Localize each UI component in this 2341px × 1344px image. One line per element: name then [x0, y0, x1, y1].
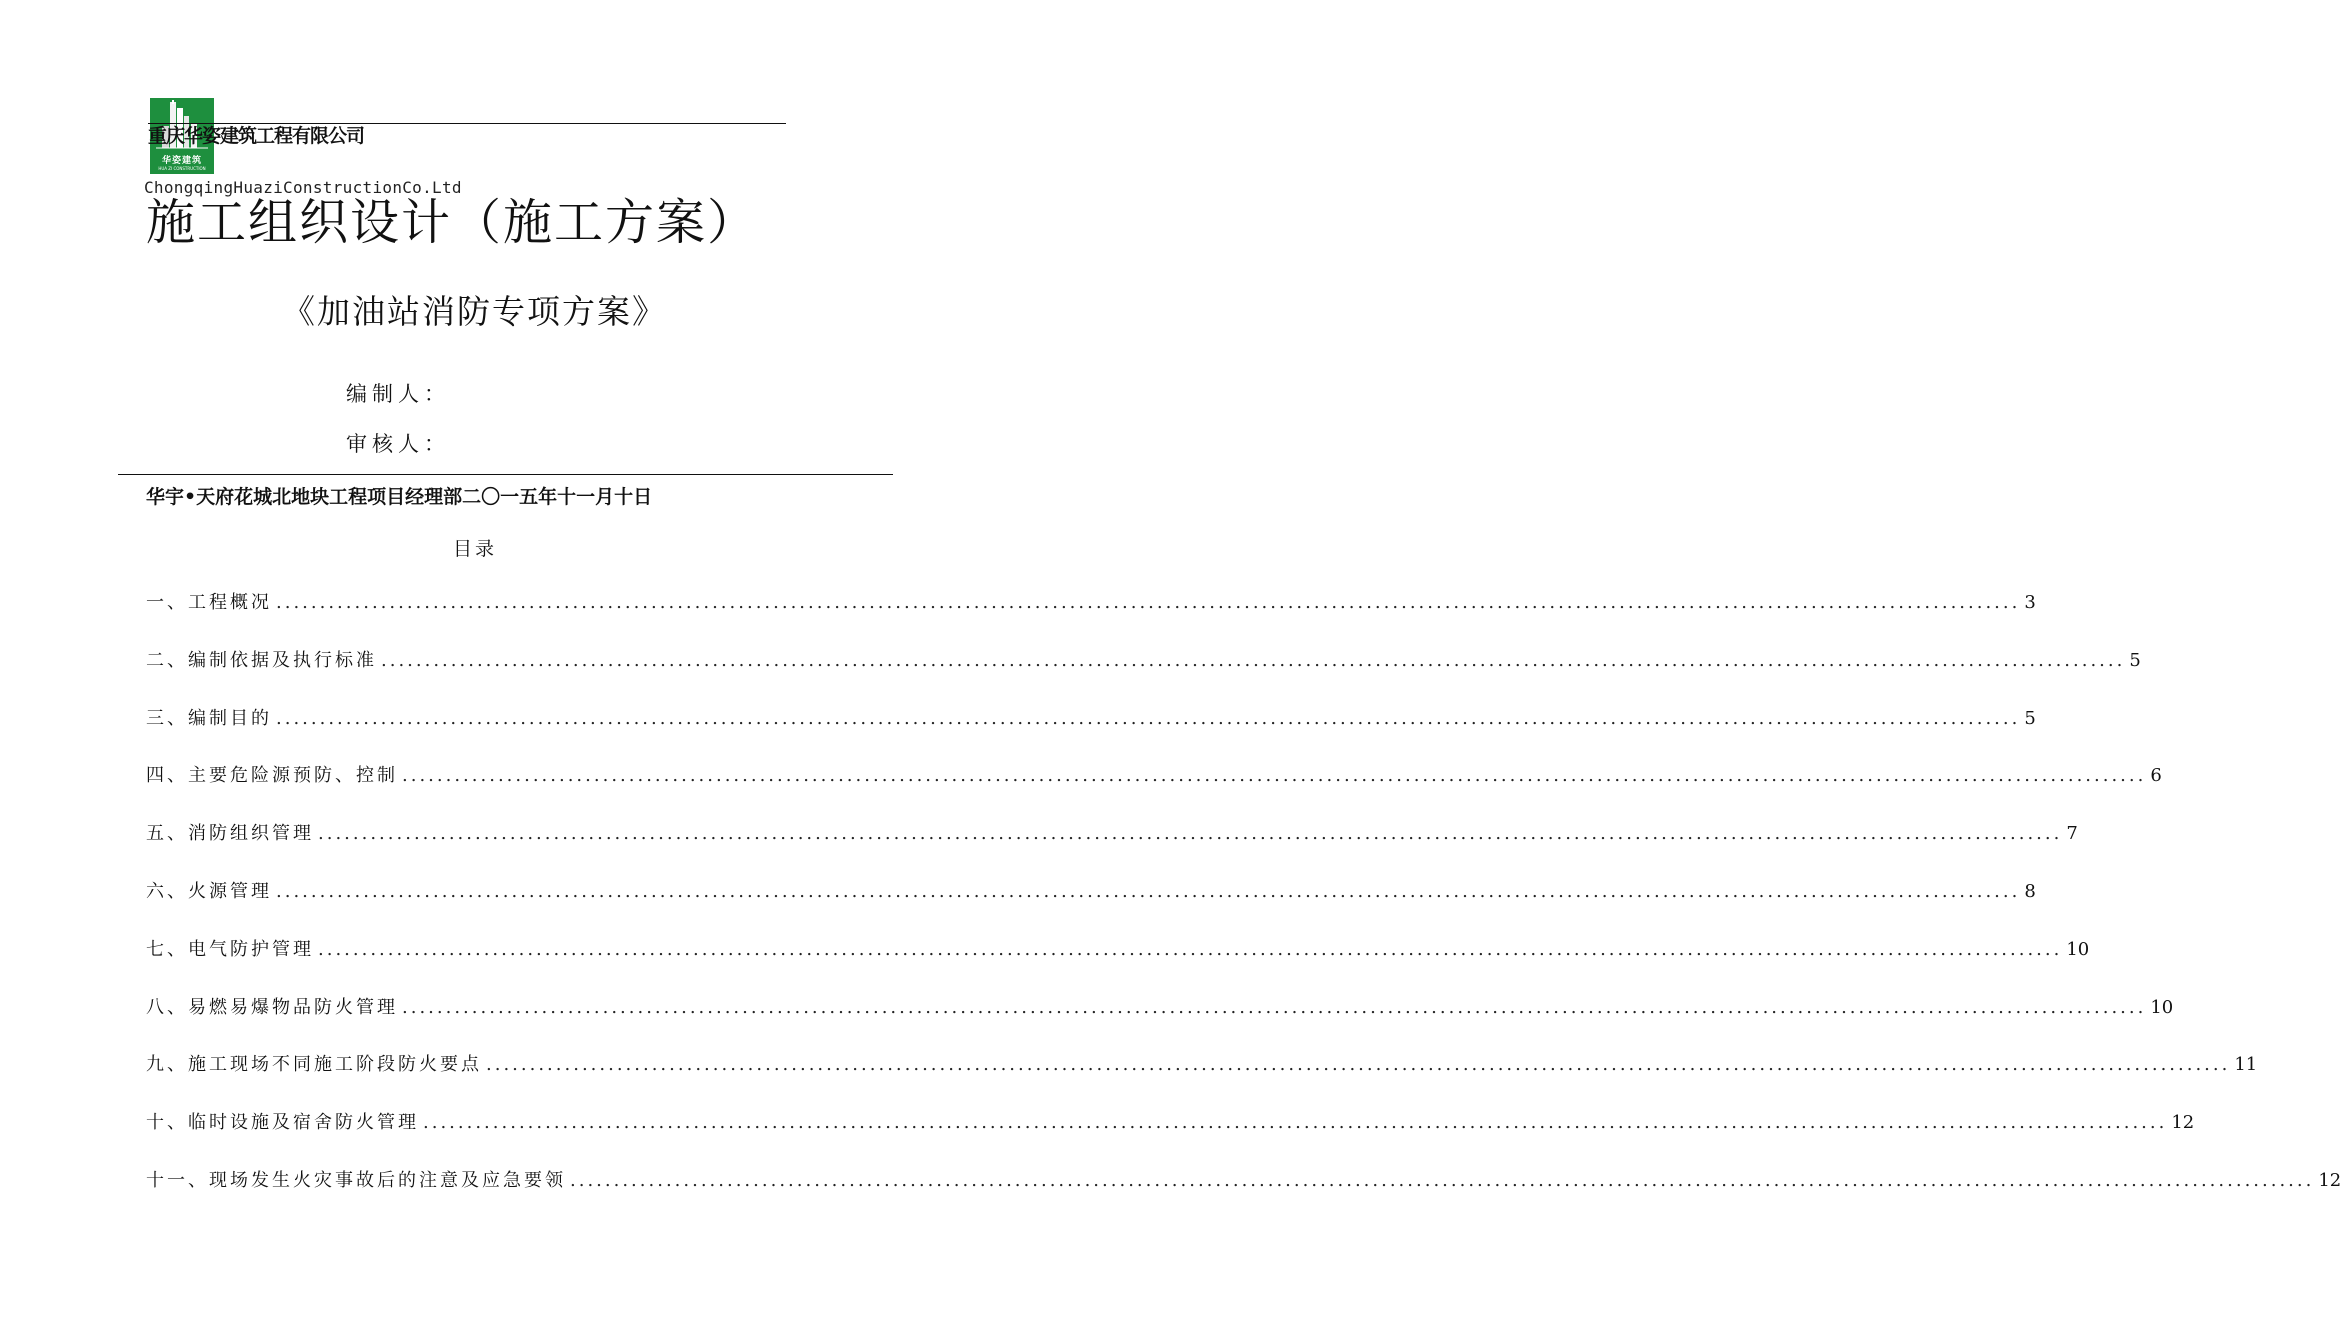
toc-entry-label: 一、工程概况 — [146, 592, 272, 613]
reviewer-label: 审核人： — [346, 432, 450, 456]
toc-entry-page: 7 — [2066, 823, 2078, 845]
document-subtitle: 《加油站消防专项方案》 — [282, 292, 667, 331]
department-date-line: 华宇•天府花城北地块工程项目经理部二〇一五年十一月十日 — [146, 486, 653, 508]
toc-entry-label: 六、火源管理 — [146, 880, 272, 902]
company-name-en: ChongqingHuaziConstructionCo.Ltd — [144, 178, 462, 197]
toc-entry[interactable] — [146, 761, 2162, 819]
toc-entry-label: 十一、现场发生火灾事故后的注意及应急要领 — [146, 1169, 566, 1191]
toc-entry-label: 五、消防组织管理 — [146, 823, 314, 845]
toc-entry-page: 10 — [2150, 996, 2174, 1018]
toc-leader-dots: ........................................................................................................................................................................................................ — [276, 707, 2021, 729]
toc-entry[interactable] — [146, 1166, 2341, 1224]
toc-leader-dots: ........................................................................................................................................................................................................ — [276, 592, 2021, 613]
toc-entry[interactable] — [146, 877, 2036, 935]
section-divider — [118, 474, 893, 475]
toc-leader-dots: ........................................................................................................................................................................................................ — [402, 765, 2147, 787]
toc-entry[interactable] — [146, 1050, 2258, 1108]
toc-leader-dots: ........................................................................................................................................................................................................ — [570, 1169, 2315, 1191]
toc-entry[interactable] — [146, 646, 2141, 704]
logo-text-en: HUA ZI CONSTRUCTION — [158, 166, 206, 171]
toc-entry[interactable] — [146, 1108, 2195, 1166]
toc-leader-dots: ........................................................................................................................................................................................................ — [486, 1054, 2231, 1076]
toc-leader-dots: ........................................................................................................................................................................................................ — [318, 938, 2063, 960]
logo-text-cn: 华姿建筑 — [161, 156, 202, 166]
toc-entry-page: 10 — [2066, 938, 2090, 960]
toc-heading: 目录 — [452, 538, 497, 560]
toc-leader-dots: ........................................................................................................................................................................................................ — [318, 823, 2063, 845]
toc-entry[interactable] — [146, 993, 2174, 1051]
company-name-cn: 重庆华姿建筑工程有限公司 — [148, 125, 365, 147]
toc-entry-page: 5 — [2129, 649, 2141, 671]
toc-entry[interactable] — [146, 704, 2036, 762]
toc-entry-page: 6 — [2150, 765, 2162, 787]
toc-entry-page: 12 — [2318, 1169, 2341, 1191]
toc-leader-dots: ........................................................................................................................................................................................................ — [276, 880, 2021, 902]
document-title: 施工组织设计（施工方案） — [146, 194, 759, 251]
toc-entry-label: 四、主要危险源预防、控制 — [146, 765, 398, 787]
toc-entry-page: 3 — [2024, 592, 2036, 613]
toc-leader-dots: ........................................................................................................................................................................................................ — [402, 996, 2147, 1018]
toc-entry[interactable] — [146, 819, 2078, 877]
toc-entry-label: 二、编制依据及执行标准 — [146, 649, 377, 671]
toc-entry-label: 九、施工现场不同施工阶段防火要点 — [146, 1054, 482, 1076]
toc-entry-label: 十、临时设施及宿舍防火管理 — [146, 1112, 419, 1134]
toc-entry[interactable] — [146, 935, 2090, 993]
toc-entry-page: 5 — [2024, 707, 2036, 729]
toc-entry[interactable] — [146, 588, 2036, 646]
compiler-label: 编制人： — [346, 382, 450, 406]
toc-entry-label: 三、编制目的 — [146, 707, 272, 729]
table-of-contents — [146, 588, 2341, 1224]
toc-entry-page: 8 — [2024, 880, 2036, 902]
toc-entry-page: 11 — [2234, 1054, 2258, 1076]
toc-leader-dots: ........................................................................................................................................................................................................ — [423, 1112, 2168, 1134]
toc-leader-dots: ........................................................................................................................................................................................................ — [381, 649, 2126, 671]
toc-entry-page: 12 — [2171, 1112, 2195, 1134]
toc-entry-label: 八、易燃易爆物品防火管理 — [146, 996, 398, 1018]
toc-entry-label: 七、电气防护管理 — [146, 938, 314, 960]
